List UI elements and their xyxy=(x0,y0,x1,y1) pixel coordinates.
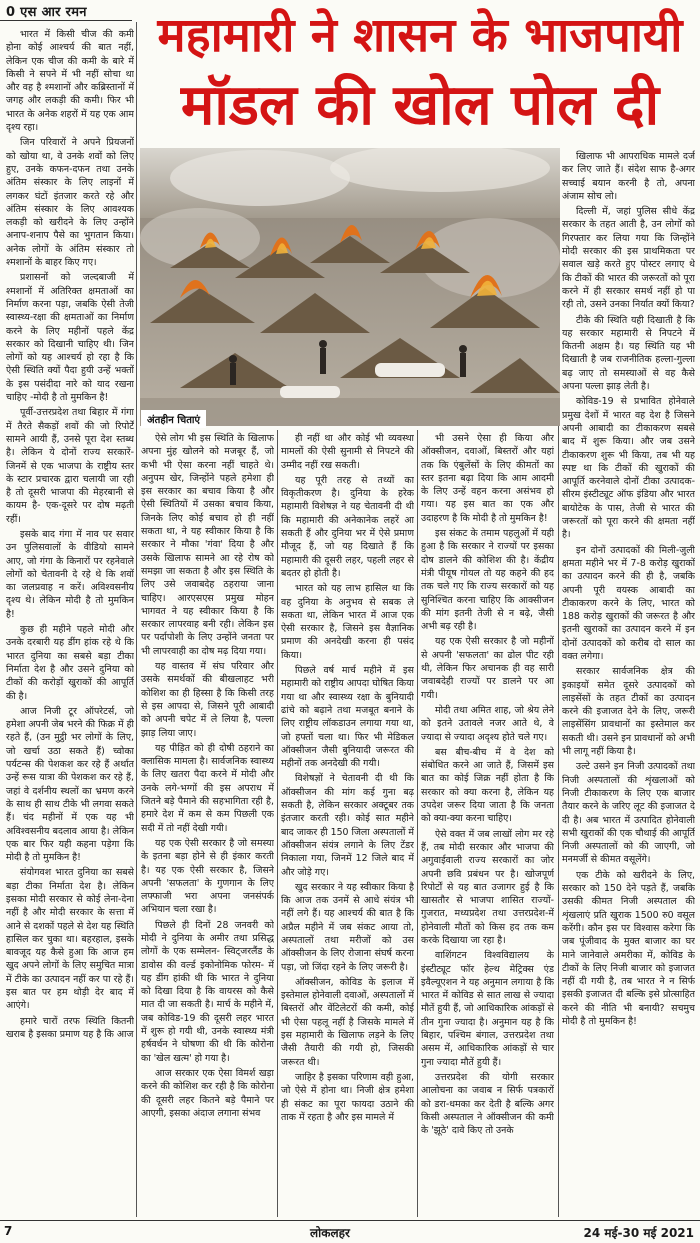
paragraph: ही नहीं था और कोई भी व्यवस्था मामलों की ऐसी सुनामी से निपटने की उम्मीद नहीं रख सकती। xyxy=(281,433,414,471)
paragraph: दिल्ली में, जहां पुलिस सीधे केंद्र सरकार के तहत आती है, उन लोगों को गिरफ्तार कर लिया गया कि जिन्होंने मोदी सरकार की इस प्राथमिकता पर सवाल खड़े करते हुए पोस्टर लगाए थे कि टीकों की भारत की जरूरतों को पूरा करने में ही सरकार समर्थ नहीं हो पा रही तो, उसने उनका निर्यात क्यों किया? xyxy=(562,206,695,311)
paragraph: भारत को यह लाभ हासिल था कि वह दुनिया के अनुभव से सबक ले सकता था, लेकिन भारत में आज एक ऐसी सरकार है, जिसने इस वैज्ञानिक प्रमाण की अनदेखी करना ही पसंद किया। xyxy=(281,583,414,661)
paragraph: खिलाफ भी आपराधिक मामले दर्ज कर लिए जाते हैं। संदेश साफ है-अगर सच्चाई बयान करनी है तो, अपना अंजाम सोच लो। xyxy=(562,151,695,202)
paragraph: सरकार सार्वजनिक क्षेत्र की इकाइयों समेत दूसरे उत्पादकों को लाइसेंसों के तहत टीकों का उत्पादन करने की इजाजत देने के लिए, जरूरी लाइसेंसिंग प्रावधानों का इस्तेमाल कर सकती थी। उसने इन प्रावधानों को अभी भी लागू नहीं किया है। xyxy=(562,666,695,758)
paragraph: यह वास्तव में संघ परिवार और उसके समर्थकों की बीखलाहट भरी कोशिश का ही हिस्सा है कि किसी तरह से इस आपदा से, जिसने पूरी आबादी को अपनी चपेट में ले लिया है, पल्ला झाड़ लिया जाए। xyxy=(141,661,274,739)
headline-line-2: मॉडल की खोल पोल दी xyxy=(180,73,660,138)
paragraph: उल्टे उसने इन निजी उत्पादकों तथा निजी अस्पतालों की शृंखलाओं को निजी टीकाकरण के लिए एक बाजार तैयार करने के जरिए लूट की इजाजत दे दी है। अब भारत में उत्पादित होनेवाली सभी खुराकों की एक चौथाई की आपूर्ति निजी अस्पतालों को की जाएगी, जो मनमर्जी से कीमत वसूलेंगे। xyxy=(562,761,695,866)
article-column-1 xyxy=(6,28,134,1211)
paragraph: हमारे चारों तरफ स्थिति कितनी खराब है इसका प्रमाण यह है कि आज xyxy=(6,1015,134,1040)
paragraph: ऐसे वक्त में जब लाखों लोग मर रहे हैं, तब मोदी सरकार और भाजपा की अगुवाईवाली राज्य सरकारों का जोर अपनी छवि प्रबंधन पर है। खोजपूर्ण रिपोर्टों से यह बात उजागर हुई है कि खासतौर से भाजपा शासित राज्यों- गुजरात, मध्यप्रदेश तथा उत्तरप्रदेश-में होनेवाली मौतों को किस हद तक कम करके दिखाया जा रहा है। xyxy=(421,828,554,946)
byline: 0 एस आर रमन xyxy=(6,5,87,20)
paragraph: प्रशासनों को जल्दबाजी में श्मशानों में अतिरिक्त क्षमताओं का निर्माण करना पड़ा, जबकि ऐसी तेजी स्वास्थ्य-रक्षा की क्षमताओं का निर्माण करने के लिए महीनों पहले केंद्र सरकार को दिखानी चाहिए थी। जिन लोगों को यह आश्चर्य हो रहा है कि ऐसी स्थिति क्यों पैदा हुयी उन्हें भक्तों के इस पसंदीदा नारे को याद रखना चाहिए -मोदी है तो मुमकिन है! xyxy=(6,272,134,404)
paragraph: इन दोनों उत्पादकों की मिली-जुली क्षमता महीने भर में 7-8 करोड़ खुराकों का उत्पादन करने की ही है, जबकि अपनी पूरी वयस्क आबादी का टीकाकरण करने के लिए, भारत को 188 करोड़ खुराकों की जरूरत है और इतनी खुराकों का उत्पादन करने में इन दोनों उत्पादकों को करीब दो साल का वक्त लगेगा। xyxy=(562,544,695,662)
footer-rule xyxy=(0,1220,700,1221)
column-divider xyxy=(136,22,137,1217)
cremation-photo xyxy=(140,148,560,426)
photo-caption: अंतहीन चिताएं xyxy=(141,410,206,428)
paragraph: पिछले ही दिनों 28 जनवरी को मोदी ने दुनिया के अमीर तथा प्रसिद्ध लोगों के एक सम्मेलन- स्विट्जरलैंड के डावोस की वर्ल्ड इकोनोमिक फोरम- में यह डींग हांकी थी कि भारत ने दुनिया को दिखा दिया है कि वायरस को कैसे मात दी जा सकती है। मार्च के महीने में, जब कोविड-19 की दूसरी लहर भारत में शुरू हो गयी थी, उनके स्वास्थ्य मंत्री हर्षवर्धन ने घोषणा की थी कि कोरोना का 'खेल खत्म' हो गया है। xyxy=(141,919,274,1064)
paragraph: भारत में किसी चीज की कमी होना कोई आश्चर्य की बात नहीं, लेकिन एक चीज की कमी के बारे में किसी ने सपने में भी नहीं सोचा था और वह है श्मशानों और कब्रिस्तानों में जगह और लकड़ी की कमी। फिर भी भारत के अनेक शहरों में यह एक आम दृश्य रहा। xyxy=(6,29,134,134)
paragraph: वाशिंगटन विश्वविद्यालय के इंस्टीट्यूट फॉर हेल्थ मेट्रिक्स एंड इवैल्यूएशन ने यह अनुमान लगाया है कि भारत में कोविड से सात लाख से ज्यादा मौतें हुयी हैं, जो आधिकारिक आंकड़ों से तीन गुना ज्यादा है। अनुमान यह है कि बिहार, पश्चिम बंगाल, उत्तरप्रदेश तथा असम में, आधिकारिक आंकड़ों से चार गुना ज्यादा मौतें हुयी हैं। xyxy=(421,950,554,1068)
paragraph: पूर्वी-उत्तरप्रदेश तथा बिहार में गंगा में तैरते सैकड़ों शवों की जो रिपोर्टें सामने आयी हैं, उनसे पूरा देश स्तब्ध है। लेकिन ये दोनों राज्य सरकारें-जिनमें से एक भाजपा के राष्ट्रीय स्तर के स्टार प्रचारक द्वारा चलायी जा रही है तो दूसरी भाजपा की मेहरबानी से कायम है- एक-दूसरे पर दोष मढ़ती रहीं। xyxy=(6,407,134,525)
paragraph: यह पीड़ित को ही दोषी ठहराने का क्लासिक मामला है। सार्वजनिक स्वास्थ्य के लिए खतरा पैदा करने में मोदी और उनके लगे-भग्गों की इस अपराध में जितने बड़े पैमाने की सहभागिता रही है, हमारे देश में कम से कम पिछली एक सदी में तो नहीं देखी गयी। xyxy=(141,742,274,834)
paragraph: संयोगवश भारत दुनिया का सबसे बड़ा टीका निर्माता देश है। लेकिन इसका मोदी सरकार से कोई लेना-देना नहीं है और मोदी सरकार के सत्ता में आने से दशकों पहले से देश यह स्थिति हासिल कर चुका था। बहरहाल, इसके बावजूद यह कैसे हुआ कि आज हम खुद अपने लोगों के लिए समुचित मात्रा में टीके का उत्पादन नहीं कर पा रहे हैं। इस बात पर हम थोड़ी देर बाद में आएंगे। xyxy=(6,867,134,1012)
paragraph: जिन परिवारों ने अपने प्रियजनों को खोया था, वे उनके शवों को लिए हुए, उनके कफन-दफन तथा उनके अंतिम संस्कार के लिए लाइनों में लगकर घंटों इंतजार करते रहे और अंतिम संस्कार के लिए आवश्यक लकड़ी को खरीदने के लिए उन्होंने अनाप-शनाप पैसे का भुगतान किया। अनेक लोगों के अंतिम संस्कार तो श्मशानों के बाहर किए गए। xyxy=(6,137,134,269)
paragraph: उत्तरप्रदेश की योगी सरकार आलोचना का जवाब न सिर्फ पत्रकारों को डरा-धमका कर देती है बल्कि अगर किसी अस्पताल ने ऑक्सीजन की कमी के 'झूठे' दावे किए तो उनके xyxy=(421,1071,554,1137)
column-divider xyxy=(417,430,418,1217)
paragraph: यह एक ऐसी सरकार है जो समस्या के इतना बड़ा होने से ही इंकार करती है। यह एक ऐसी सरकार है, जिसने अपनी 'सफलता' के गुणगान के लिए लफ्फाजी भरा अपना जनसंपर्क अभियान चला रखा है। xyxy=(141,837,274,916)
paragraph: मोदी तथा अमित शाह, जो श्रेय लेने को इतने उतावले नजर आते थे, वे ज्यादा से ज्यादा अदृश्य होते चले गए। xyxy=(421,704,554,743)
paragraph: इसके बाद गंगा में नाव पर सवार उन पुलिसवालों के वीडियो सामने आए, जो गंगा के किनारों पर रहनेवाले लोगों को चेतावनी दे रहे थे कि शवों का जलप्रवाह न करें। अविश्वसनीय दृश्य थे। लेकिन मोदी है तो मुमकिन है! xyxy=(6,528,134,620)
paragraph: बस बीच-बीच में वे देश को संबोधित करने आ जाते हैं, जिसमें इस बात का कोई जिक्र नहीं होता है कि सरकार को क्या करना है, लेकिन यह उपदेश जरूर दिया जाता है कि जनता को क्या-क्या करना चाहिए। xyxy=(421,746,554,825)
article-column-3 xyxy=(281,432,414,1212)
paragraph: आज निजी टूर ऑपरेटर्स, जो हमेशा अपनी जेब भरने की फिक्र में ही रहते हैं, (उन मुट्ठी भर लोगों के लिए, जो खर्चा उठा सकते हैं) च्वोका पर्यटन्स की पेशकश कर रहे हैं अर्थात उन्हें रूस यात्रा की पेशकश कर रहे हैं, जहां वे दर्शनीय स्थलों का भ्रमण करने के साथ ही साथ टीके भी लगवा सकते हैं। चंद महीनों में एक यह भी अविश्वसनीय बदलाव आया है। लेकिन एक बार फिर यही कहना पड़ेगा कि मोदी है तो मुमकिन है! xyxy=(6,705,134,864)
newspaper-name: लोकलहर xyxy=(310,1226,350,1240)
paragraph: टीके की स्थिति यही दिखाती है कि यह सरकार महामारी से निपटने में कितनी अक्षम है। यह स्थिति यह भी दिखाती है जब राजनीतिक हल्ला-गुल्ला बढ़ जाए तो समस्याओं से वह कैसे अपना पल्ला झाड़ लेती है। xyxy=(562,314,695,393)
paragraph: एक टीके को खरीदने के लिए, सरकार को 150 देने पड़ते हैं, जबकि उसकी कीमत निजी अस्पताल की शृंखलाएं प्रति खुराक 1500 रु0 वसूल करेंगी। कौन इस पर विश्वास करेगा कि जब पूंजीवाद के मुक्त बाजार का घर माने जानेवाले अमरीका में, कोविड के टीकों के लिए निजी बाजार को इजाजत नहीं दी गयी है, तब भारत ने न सिर्फ इसकी इजाजत दी बल्कि इसे प्रोत्साहित करने की नीति भी बनायी? सचमुच मोदी है तो मुमकिन है! xyxy=(562,869,695,1027)
headline-line-1: महामारी ने शासन के भाजपायी xyxy=(157,8,683,63)
paragraph: खुद सरकार ने यह स्वीकार किया है कि आज तक उनमें से आधे संयंत्र भी नहीं लगे हैं। यह आश्चर्य की बात है कि अप्रैल महीने में जब संकट आया तो, अस्पतालों तथा मरीजों को उस ऑक्सीजन के लिए रोजाना संघर्ष करना पड़ा, जो जिंदा रहने के लिए जरूरी है। xyxy=(281,881,414,973)
column-divider xyxy=(277,430,278,1217)
paragraph: पिछले वर्ष मार्च महीने में इस महामारी को राष्ट्रीय आपदा घोषित किया गया था और स्वास्थ्य रक्षा के बुनियादी ढांचे को बढ़ाने तथा मजबूत बनाने के लिए राष्ट्रीय लॉकडाउन लगाया गया था, जो हफ्तों चला था। फिर भी मेडिकल ऑक्सीजन जैसी बुनियादी जरूरत की महीनों तक अनदेखी की गयी। xyxy=(281,665,414,770)
paragraph: इस संकट के तमाम पहलुओं में यही हुआ है कि सरकार ने राज्यों पर इसका दोष डालने की कोशिश की है। केंद्रीय मंत्री पीयूष गोयल तो यह कहने की हद तक चले गए कि राज्य सरकारों को यह सुनिश्चित करना चाहिए कि आक्सीजन की मांग इतनी तेजी से न बढ़े, जैसी अभी बढ़ रही है। xyxy=(421,528,554,633)
paragraph: यह पूरी तरह से तथ्यों का विकृतीकरण है। दुनिया के हरेक महामारी विशेषज्ञ ने यह चेतावनी दी थी कि महामारी की अनेकानेक लहरें आ सकती हैं और दुनिया भर में ऐसे प्रमाण मौजूद हैं, जो यह दिखाते हैं कि महामारी की दूसरी लहर, पहली लहर से बदतर हो होती है। xyxy=(281,474,414,579)
page-number: 7 xyxy=(4,1224,13,1238)
article-column-5 xyxy=(562,150,695,1212)
issue-date: 24 मई-30 मई 2021 xyxy=(583,1226,694,1240)
paragraph: आज सरकार एक ऐसा विमर्श खड़ा करने की कोशिश कर रही है कि कोरोना की दूसरी लहर कितने बड़े पैमाने पर आएगी, इसका अंदाज लगाना संभव xyxy=(141,1067,274,1119)
paragraph: भी उसने ऐसा ही किया और ऑक्सीजन, दवाओं, बिस्तरों और यहां तक कि एंबुलेंसों के लिए कीमतों का स्तर इतना बढ़ा दिया कि आम आदमी के लिए उन्हें वहन करना असंभव हो गया। यह इस बात का एक और उदाहरण है कि मोदी है तो मुमकिन है! xyxy=(421,433,554,524)
paragraph: यह एक ऐसी सरकार है जो महीनों से अपनी 'सफलता' का ढोल पीट रही थी, लेकिन फिर अचानक ही वह सारी जवाबदेही राज्यों पर डालने पर आ गयी। xyxy=(421,636,554,701)
paragraph: ऐसे लोग भी इस स्थिति के खिलाफ अपना मुंह खोलने को मजबूर हैं, जो कभी भी ऐसा करना नहीं चाहते थे। अनुपम खेर, जिन्होंने पहले हमेशा ही इस सरकार का बचाव किया है और ऐसी स्थितियों में उसका बचाव किया, जिनके लिए कोई बचाव हो ही नहीं सकता था, ने यह स्वीकार किया है कि सरकार ने मौका 'गंवा' दिया है और उसके खिलाफ सामने आ रहे रोष को समझा जा सकता है और इस स्थिति के लिए उसे जवाबदेह ठहराया जाना चाहिए। आरएसएस प्रमुख मोहन भागवत ने यह स्वीकार किया है कि सरकार लापरवाह बनी रही। लेकिन इस पर पर्दापोशी के लिए उन्होंने जनता पर भी लापरवाही का दोष मढ़ दिया गया। xyxy=(141,433,274,657)
paragraph: कोविड-19 से प्रभावित होनेवाले प्रमुख देशों में भारत वह देश है जिसने अपनी आबादी का टीकाकरण सबसे बाद में शुरू किया। और जब उसने टीकाकरण शुरू भी किया, तब भी यह स्पष्ट था कि टीकों की खुराकों की आपूर्ति करनेवाले दोनों टीका उत्पादक-सीरम इंस्टीट्यूट ऑफ इंडिया और भारत बायोटेक के पास, तेजी से भारत की जरूरतों को पूरा करने की क्षमता नहीं है। xyxy=(562,396,695,541)
paragraph: कुछ ही महीने पहले मोदी और उनके दरबारी यह डींग हांक रहे थे कि भारत दुनिया का सबसे बड़ा टीका निर्माता देश है और उसने दुनिया को टीकों की करोड़ों खुराकों की आपूर्ति की है। xyxy=(6,624,134,702)
article-column-4 xyxy=(421,432,554,1212)
article-column-2 xyxy=(141,432,274,1212)
paragraph: जाहिर है इसका परिणाम वही हुआ, जो ऐसे में होना था। निजी क्षेत्र हमेशा ही संकट का पूरा फायदा उठाने की ताक में रहता है और इस मामले में xyxy=(281,1071,414,1123)
byline-rule xyxy=(0,20,132,21)
paragraph: ऑक्सीजन, कोविड के इलाज में इस्तेमाल होनेवाली दवाओं, अस्पतालों में बिस्तरों और वेंटिलेटरों की कमी, कोई भी ऐसा पहलू नहीं है जिसके मामले में इस महामारी के खिलाफ लड़ने के लिए जैसी तैयारी की गयी हो, जिसकी जरूरत थी। xyxy=(281,976,414,1068)
paragraph: विशेषज्ञों ने चेतावनी दी थी कि ऑक्सीजन की मांग कई गुना बढ़ सकती है, लेकिन सरकार अक्टूबर तक इंतजार करती रही। कोई सात महीने बाद जाकर ही 150 जिला अस्पतालों में ऑक्सीजन संयंत्र लगाने के लिए टेंडर निकाला गया, जिनमें 12 जिले बाद में और जोड़े गए। xyxy=(281,773,414,878)
